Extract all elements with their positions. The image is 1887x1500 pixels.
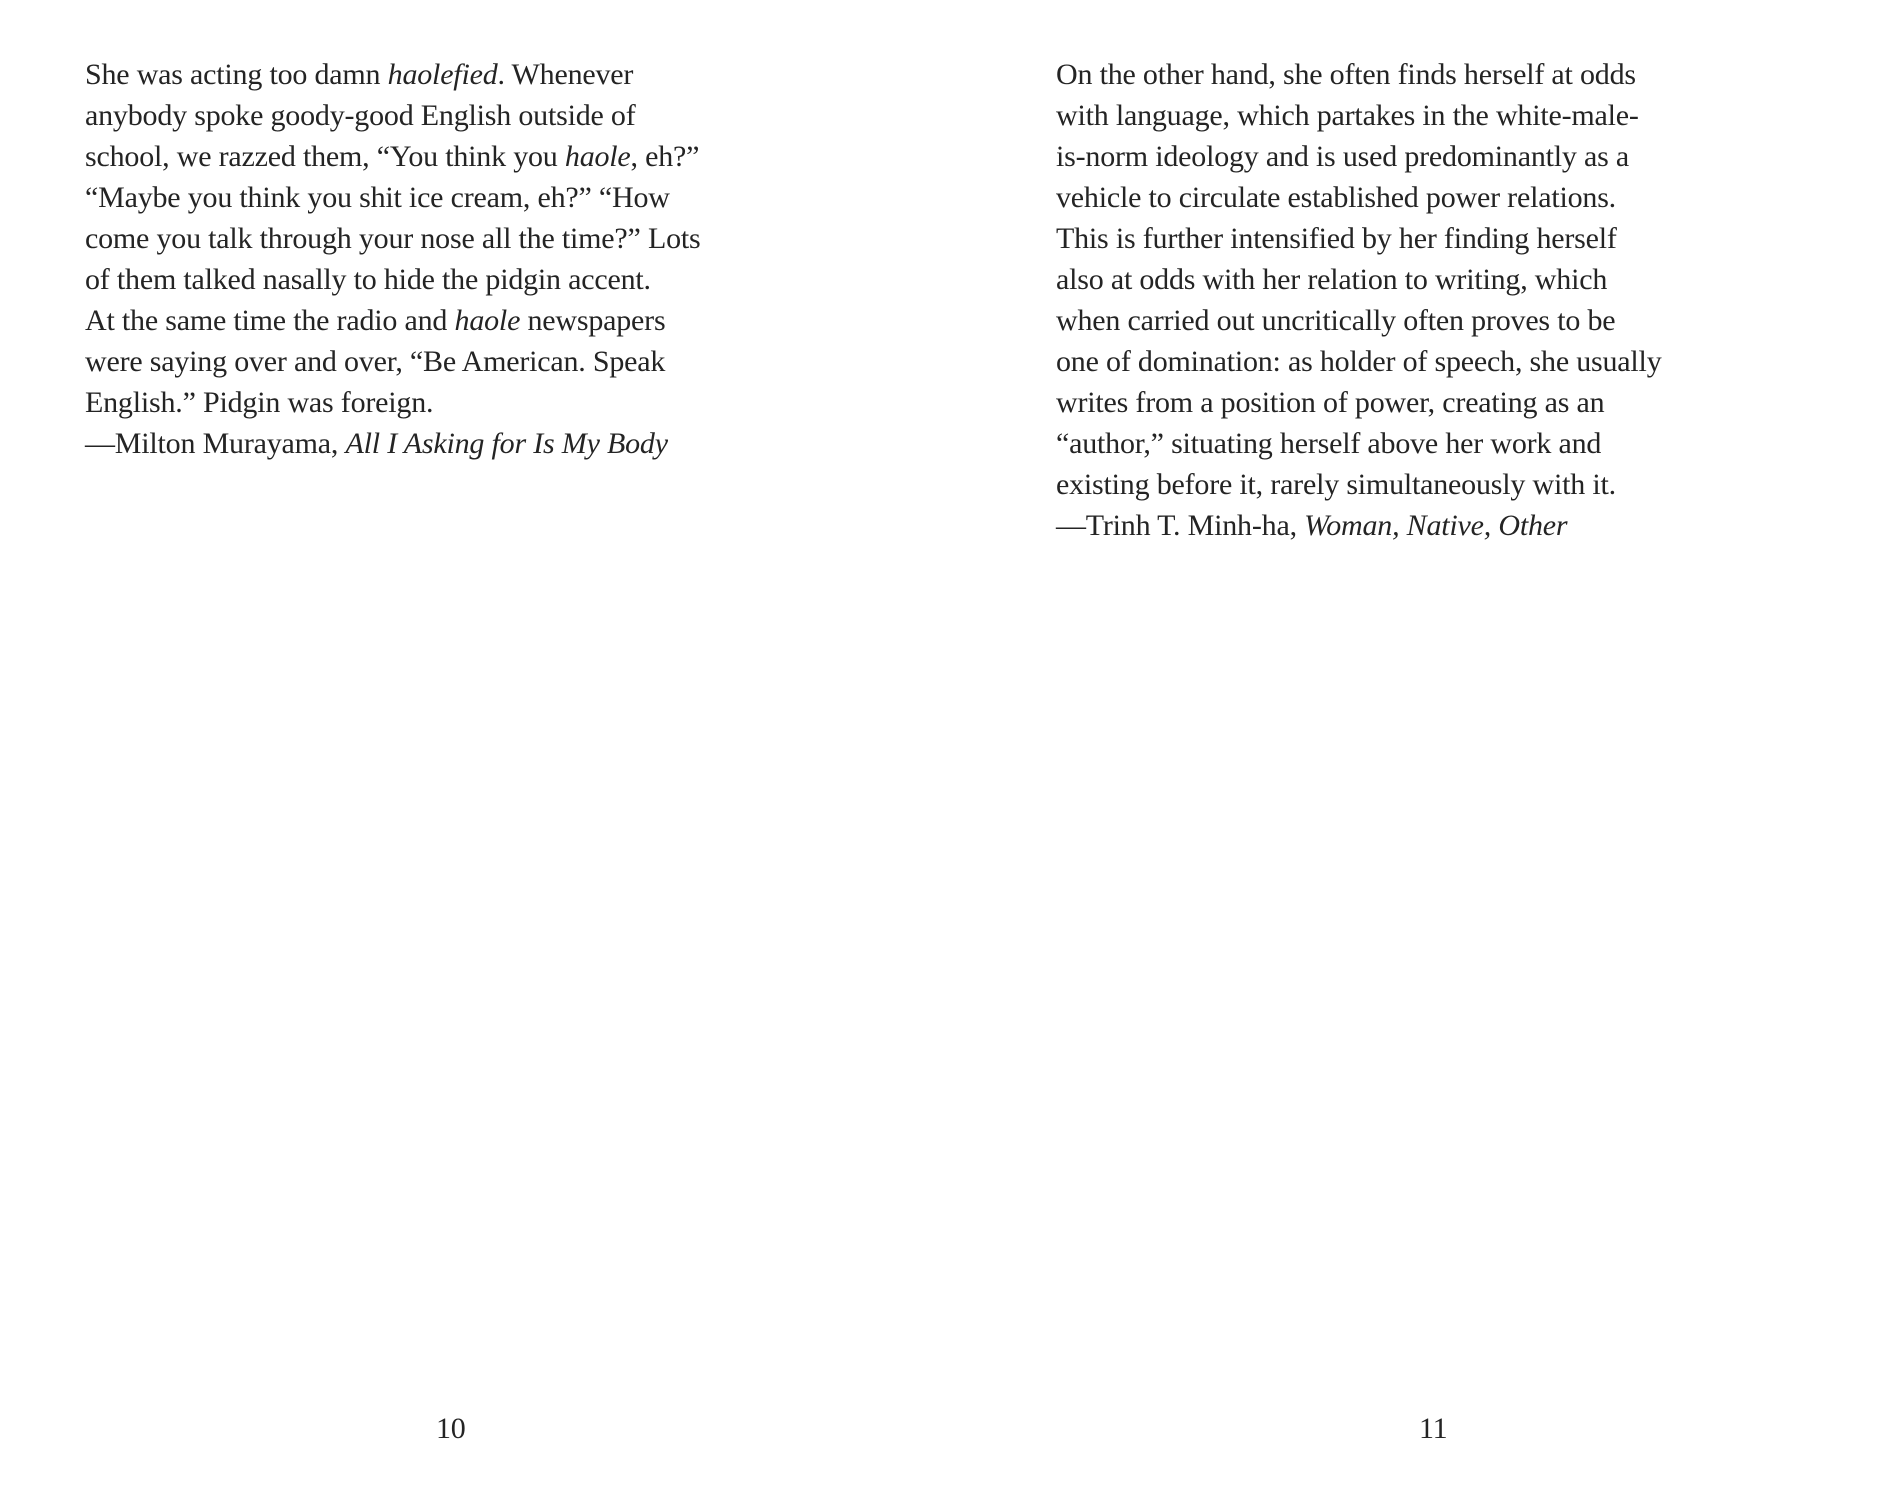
quote-line bbox=[1056, 177, 1856, 218]
italic-text-segment: haole bbox=[454, 304, 521, 337]
quote-line bbox=[85, 54, 885, 95]
quote-line bbox=[85, 136, 885, 177]
text-segment: newspapers bbox=[520, 304, 666, 337]
text-segment: vehicle to circulate established power relations. bbox=[1056, 181, 1616, 214]
quote-line bbox=[1056, 136, 1856, 177]
quote-line bbox=[85, 423, 885, 464]
text-segment: were saying over and over, “Be American. Speak bbox=[85, 345, 666, 378]
text-segment: when carried out uncritically often proves to be bbox=[1056, 304, 1616, 337]
quote-line bbox=[85, 341, 885, 382]
text-segment: —Trinh T. Minh-ha, bbox=[1056, 509, 1305, 542]
quote-line bbox=[85, 177, 885, 218]
text-segment: English.” Pidgin was foreign. bbox=[85, 386, 434, 419]
italic-text-segment: haolefied bbox=[387, 58, 498, 91]
text-segment: , eh?” bbox=[630, 140, 700, 173]
italic-text-segment: haole bbox=[564, 140, 631, 173]
quote-line bbox=[85, 95, 885, 136]
text-segment: with language, which partakes in the white-male- bbox=[1056, 99, 1639, 132]
text-segment: She was acting too damn bbox=[85, 58, 388, 91]
quote-line bbox=[1056, 259, 1856, 300]
left-page-number: 10 bbox=[436, 1412, 466, 1445]
text-segment: come you talk through your nose all the time?” Lots bbox=[85, 222, 701, 255]
text-segment: anybody spoke goody-good English outside of bbox=[85, 99, 636, 132]
text-segment: At the same time the radio and bbox=[85, 304, 455, 337]
quote-line bbox=[1056, 95, 1856, 136]
quote-line bbox=[85, 382, 885, 423]
quote-line bbox=[1056, 382, 1856, 423]
quote-line bbox=[1056, 300, 1856, 341]
quote-line bbox=[1056, 423, 1856, 464]
quote-line bbox=[1056, 505, 1856, 546]
italic-text-segment: All I Asking for Is My Body bbox=[345, 427, 668, 460]
text-segment: On the other hand, she often finds herself at odds bbox=[1056, 58, 1636, 91]
text-segment: existing before it, rarely simultaneously with it. bbox=[1056, 468, 1616, 501]
text-segment: school, we razzed them, “You think you bbox=[85, 140, 565, 173]
right-page-number: 11 bbox=[1419, 1412, 1448, 1445]
right-page-quote bbox=[1056, 54, 1856, 546]
text-segment: writes from a position of power, creating as an bbox=[1056, 386, 1605, 419]
text-segment: “Maybe you think you shit ice cream, eh?” “How bbox=[85, 181, 670, 214]
text-segment: of them talked nasally to hide the pidgin accent. bbox=[85, 263, 651, 296]
italic-text-segment: Woman, Native, Other bbox=[1304, 509, 1568, 542]
quote-line bbox=[85, 218, 885, 259]
quote-line bbox=[85, 300, 885, 341]
text-segment: one of domination: as holder of speech, she usually bbox=[1056, 345, 1662, 378]
quote-line bbox=[1056, 218, 1856, 259]
text-segment: is-norm ideology and is used predominantly as a bbox=[1056, 140, 1629, 173]
quote-line bbox=[1056, 54, 1856, 95]
text-segment: also at odds with her relation to writing, which bbox=[1056, 263, 1608, 296]
quote-line bbox=[1056, 341, 1856, 382]
text-segment: “author,” situating herself above her work and bbox=[1056, 427, 1602, 460]
text-segment: —Milton Murayama, bbox=[85, 427, 346, 460]
left-page-quote bbox=[85, 54, 885, 464]
text-segment: . Whenever bbox=[497, 58, 634, 91]
quote-line bbox=[1056, 464, 1856, 505]
text-segment: This is further intensified by her finding herself bbox=[1056, 222, 1617, 255]
quote-line bbox=[85, 259, 885, 300]
